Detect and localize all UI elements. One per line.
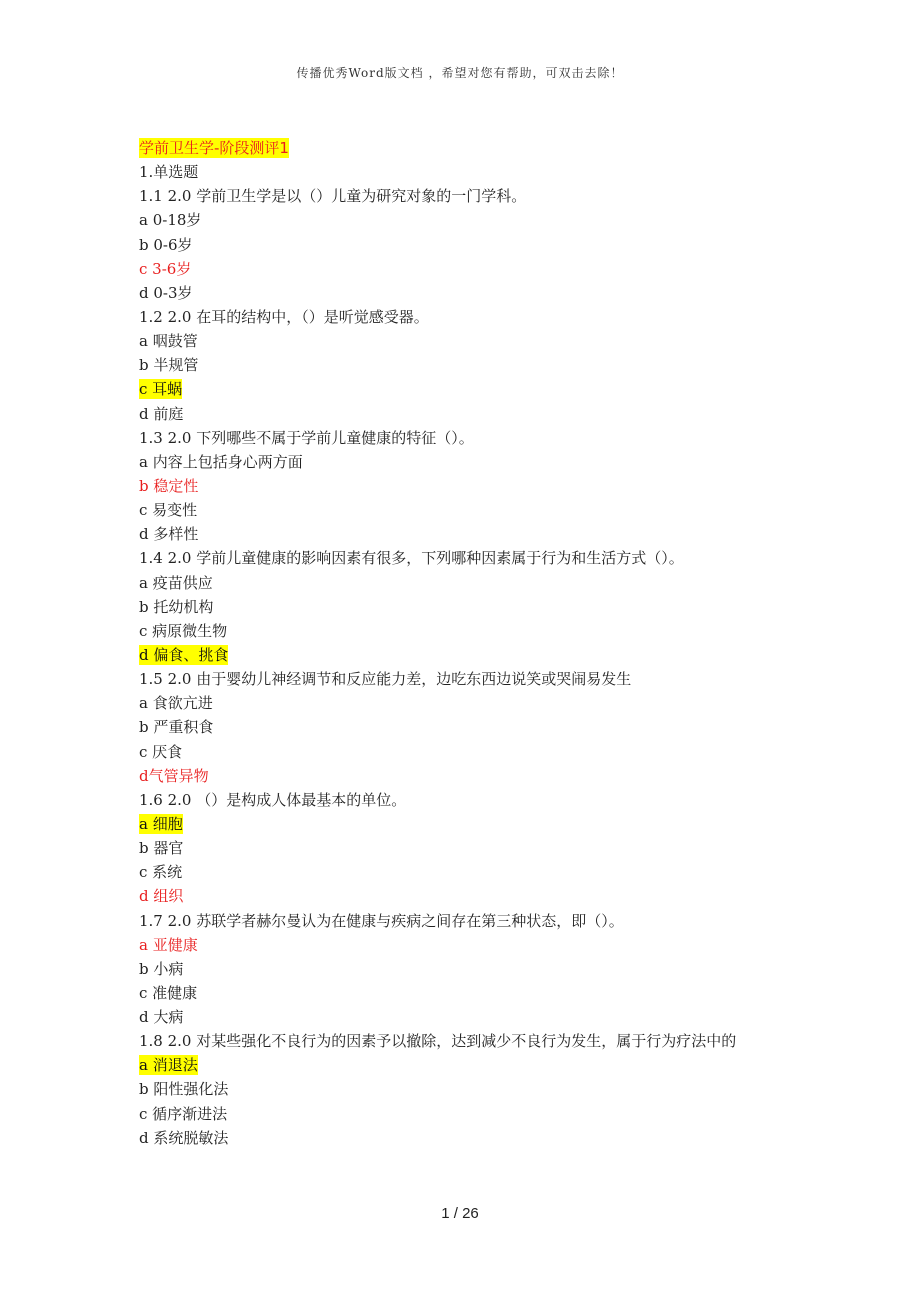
answer-option-marked-red: d气管异物 bbox=[139, 766, 209, 785]
answer-option: b 小病 bbox=[139, 959, 184, 978]
question-stem: 1.2 2.0 在耳的结构中，（）是听觉感受器。 bbox=[139, 307, 429, 326]
answer-option-highlighted: a 消退法 bbox=[139, 1056, 198, 1075]
answer-option: b 半规管 bbox=[139, 356, 199, 375]
question-stem: 1.1 2.0 学前卫生学是以（）儿童为研究对象的一门学科。 bbox=[139, 187, 527, 206]
answer-option: a 0-18岁 bbox=[139, 211, 202, 230]
answer-option: d 前庭 bbox=[139, 404, 184, 423]
answer-option-marked-red: b 稳定性 bbox=[139, 476, 199, 495]
answer-option-highlighted: a 细胞 bbox=[139, 814, 183, 833]
answer-option: c 厌食 bbox=[139, 742, 183, 761]
question-stem: 1.6 2.0 （）是构成人体最基本的单位。 bbox=[139, 790, 407, 809]
answer-option: a 疫苗供应 bbox=[139, 573, 213, 592]
answer-option: b 托幼机构 bbox=[139, 597, 214, 616]
answer-option: d 系统脱敏法 bbox=[139, 1128, 229, 1147]
answer-option: c 准健康 bbox=[139, 983, 198, 1002]
question-stem: 1.4 2.0 学前儿童健康的影响因素有很多，下列哪种因素属于行为和生活方式（）。 bbox=[139, 549, 684, 568]
answer-option-marked-red: c 3-6岁 bbox=[139, 259, 192, 278]
section-heading: 1.单选题 bbox=[139, 163, 199, 182]
document-title: 学前卫生学-阶段测评1 bbox=[139, 139, 289, 157]
answer-option: b 器官 bbox=[139, 839, 184, 858]
answer-option: d 0-3岁 bbox=[139, 283, 193, 302]
answer-option: c 易变性 bbox=[139, 501, 198, 520]
answer-option: a 咽鼓管 bbox=[139, 332, 198, 351]
answer-option-marked-red: d 组织 bbox=[139, 887, 184, 906]
question-stem: 1.3 2.0 下列哪些不属于学前儿童健康的特征（）。 bbox=[139, 428, 474, 447]
answer-option: d 大病 bbox=[139, 1008, 184, 1027]
answer-option-highlighted: c 耳蜗 bbox=[139, 380, 183, 399]
answer-option-marked-red: a 亚健康 bbox=[139, 935, 198, 954]
answer-option-highlighted: d 偏食、挑食 bbox=[139, 645, 229, 664]
document-header-note: 传播优秀Word版文档 ，希望对您有帮助，可双击去除！ bbox=[296, 66, 624, 80]
document-body bbox=[139, 136, 839, 1150]
question-stem: 1.7 2.0 苏联学者赫尔曼认为在健康与疾病之间存在第三种状态，即（）。 bbox=[139, 911, 624, 930]
answer-option: c 循序渐进法 bbox=[139, 1104, 228, 1123]
answer-option: a 食欲亢进 bbox=[139, 694, 213, 713]
answer-option: b 阳性强化法 bbox=[139, 1080, 229, 1099]
answer-option: b 0-6岁 bbox=[139, 235, 193, 254]
answer-option: c 病原微生物 bbox=[139, 621, 228, 640]
answer-option: c 系统 bbox=[139, 863, 183, 882]
question-stem: 1.5 2.0 由于婴幼儿神经调节和反应能力差，边吃东西边说笑或哭闹易发生 bbox=[139, 670, 632, 689]
answer-option: b 严重积食 bbox=[139, 718, 214, 737]
question-stem: 1.8 2.0 对某些强化不良行为的因素予以撤除，达到减少不良行为发生，属于行为疗法中的 bbox=[139, 1032, 737, 1051]
answer-option: a 内容上包括身心两方面 bbox=[139, 452, 303, 471]
answer-option: d 多样性 bbox=[139, 525, 199, 544]
page-number: 1 / 26 bbox=[441, 1205, 479, 1222]
